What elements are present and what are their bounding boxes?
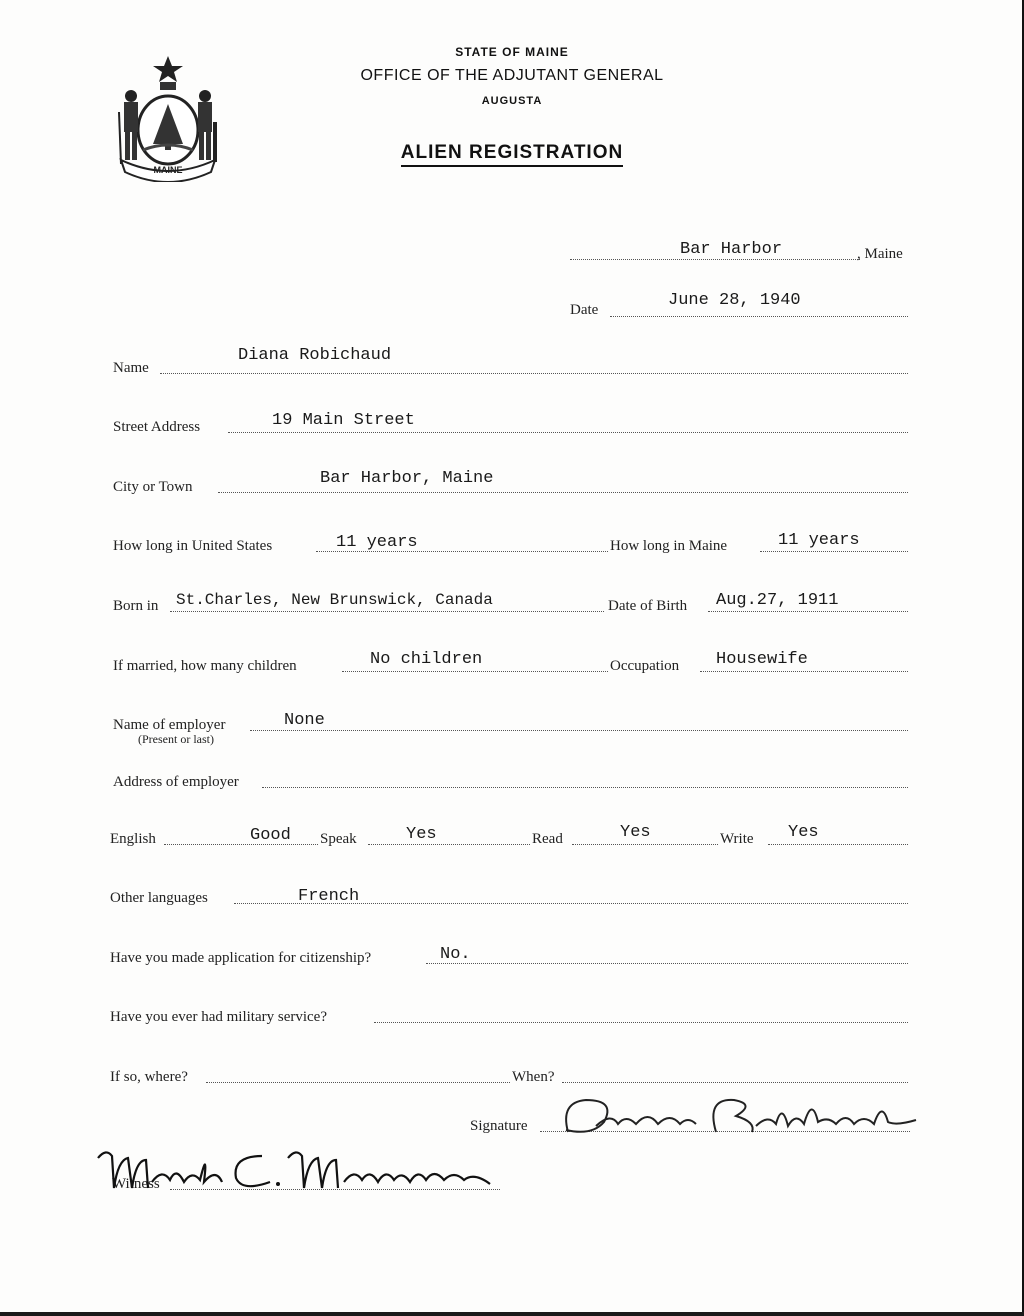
occupation-label: Occupation	[610, 658, 680, 674]
write-label: Write	[720, 831, 754, 847]
city-line	[218, 492, 908, 493]
english-value[interactable]: Good	[250, 826, 291, 845]
born-in-label: Born in	[113, 598, 159, 614]
street-value[interactable]: 19 Main Street	[272, 411, 415, 430]
how-long-us-value[interactable]: 11 years	[336, 533, 418, 552]
place-line	[570, 259, 860, 260]
street-label: Street Address	[113, 419, 201, 435]
employer-address-line	[262, 787, 908, 788]
date-line	[610, 316, 908, 317]
born-in-value[interactable]: St.Charles, New Brunswick, Canada	[176, 591, 493, 609]
english-line	[164, 844, 318, 845]
english-label: English	[110, 831, 156, 847]
write-line	[768, 844, 908, 845]
military-line	[374, 1022, 908, 1023]
date-label: Date	[570, 302, 599, 318]
dob-value[interactable]: Aug.27, 1911	[716, 591, 839, 610]
children-line	[342, 671, 608, 672]
write-value[interactable]: Yes	[788, 823, 819, 842]
name-line	[160, 373, 908, 374]
signature-label: Signature	[470, 1118, 528, 1134]
other-languages-label: Other languages	[110, 890, 208, 906]
dob-label: Date of Birth	[608, 598, 688, 614]
read-label: Read	[532, 831, 563, 847]
city-heading: AUGUSTA	[481, 95, 543, 107]
employer-label: Name of employer	[113, 717, 226, 733]
citizenship-line	[426, 963, 908, 964]
speak-label: Speak	[320, 831, 357, 847]
witness-handwriting[interactable]	[92, 1138, 512, 1198]
occupation-value[interactable]: Housewife	[716, 650, 808, 669]
form-title: ALIEN REGISTRATION	[0, 142, 1024, 164]
seal-lettering: MAINE	[153, 165, 183, 175]
name-label: Name	[113, 360, 149, 376]
where-line	[206, 1082, 510, 1083]
dob-line	[708, 611, 908, 612]
when-label: When?	[512, 1069, 555, 1085]
name-value[interactable]: Diana Robichaud	[238, 346, 392, 365]
witness-label: Witness	[112, 1176, 160, 1192]
children-label: If married, how many children	[113, 658, 297, 674]
citizenship-label: Have you made application for citizenship?	[110, 950, 372, 966]
how-long-maine-line	[760, 551, 908, 552]
other-languages-value[interactable]: French	[298, 887, 360, 906]
date-value[interactable]: June 28, 1940	[668, 291, 801, 310]
speak-line	[368, 844, 530, 845]
employer-address-label: Address of employer	[113, 774, 239, 790]
place-value[interactable]: Bar Harbor	[680, 240, 783, 259]
where-label: If so, where?	[110, 1069, 188, 1085]
military-label: Have you ever had military service?	[110, 1009, 327, 1025]
when-line	[562, 1082, 908, 1083]
employer-value[interactable]: None	[284, 711, 325, 730]
employer-line	[250, 730, 908, 731]
place-suffix: , Maine	[857, 246, 903, 262]
read-value[interactable]: Yes	[620, 823, 651, 842]
read-line	[572, 844, 718, 845]
employer-sublabel: (Present or last)	[138, 732, 214, 746]
children-value[interactable]: No children	[370, 650, 483, 669]
state-heading: STATE OF MAINE	[455, 45, 569, 59]
born-in-line	[170, 611, 604, 612]
signature-handwriting[interactable]	[556, 1092, 926, 1142]
office-heading: OFFICE OF THE ADJUTANT GENERAL	[360, 67, 664, 84]
speak-value[interactable]: Yes	[406, 825, 437, 844]
city-label: City or Town	[113, 479, 193, 495]
how-long-maine-value[interactable]: 11 years	[778, 531, 860, 550]
how-long-maine-label: How long in Maine	[610, 538, 728, 554]
street-line	[228, 432, 908, 433]
occupation-line	[700, 671, 908, 672]
city-value[interactable]: Bar Harbor, Maine	[320, 469, 494, 488]
how-long-us-label: How long in United States	[113, 538, 273, 554]
citizenship-value[interactable]: No.	[440, 945, 471, 964]
